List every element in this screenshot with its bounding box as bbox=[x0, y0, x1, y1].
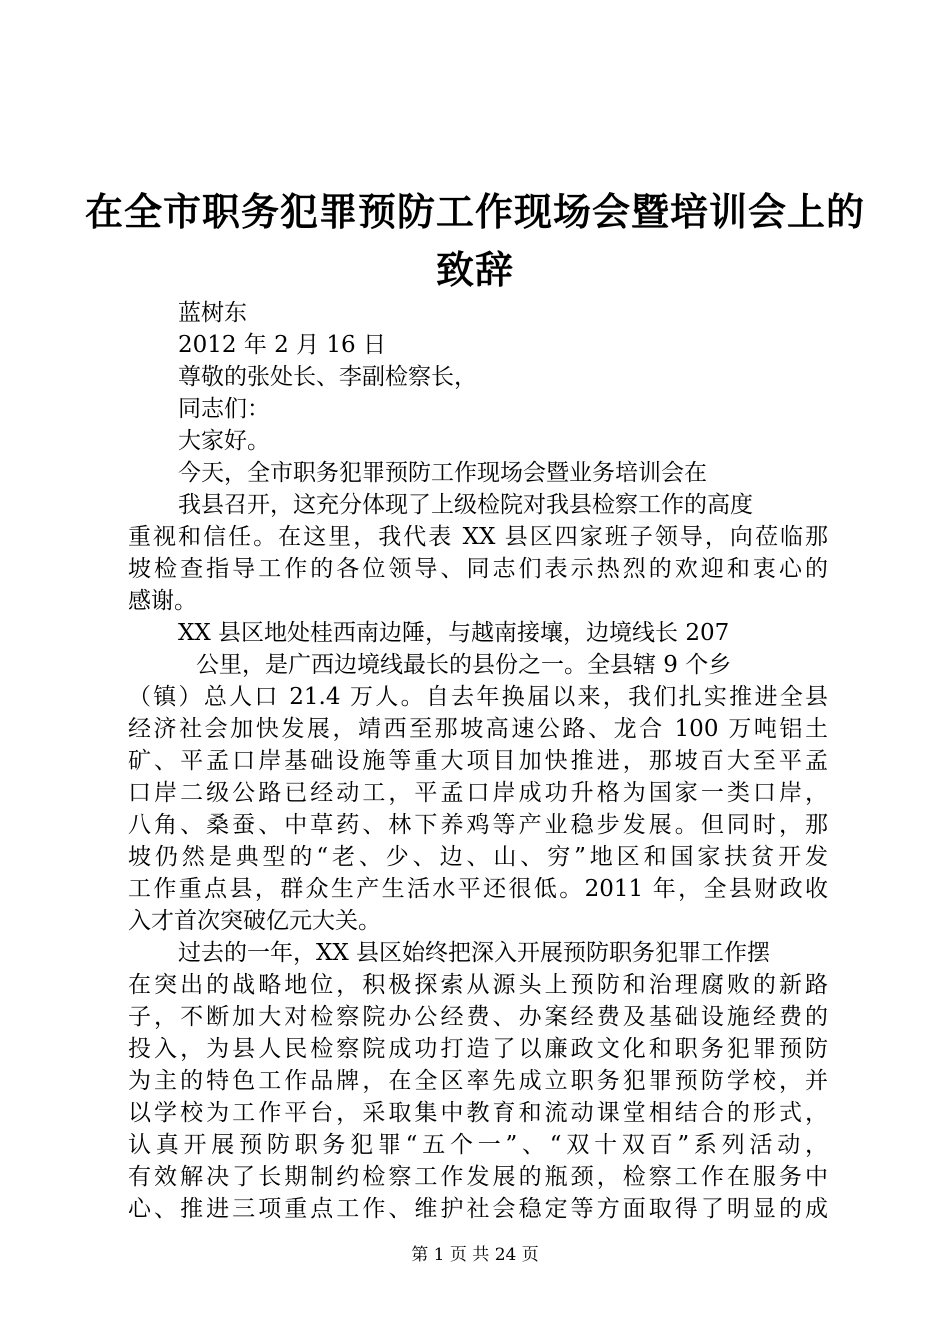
paragraph-line: 公里，是广西边境线最长的县份之一。全县辖 9 个乡 bbox=[196, 652, 732, 678]
paragraph-line: 为主的特色工作品牌，在全区率先成立职务犯罪预防学校，并 bbox=[128, 1068, 828, 1094]
salutation-line-2: 同志们： bbox=[178, 396, 270, 422]
paragraph-line: 经济社会加快发展，靖西至那坡高速公路、龙合 100 万吨铝土 bbox=[128, 716, 828, 742]
paragraph-line: 投入，为县人民检察院成功打造了以廉政文化和职务犯罪预防 bbox=[128, 1036, 828, 1062]
paragraph-line: 重视和信任。在这里，我代表 XX 县区四家班子领导，向莅临那 bbox=[128, 524, 828, 550]
paragraph-line: 矿、平孟口岸基础设施等重大项目加快推进，那坡百大至平孟 bbox=[128, 748, 828, 774]
paragraph-line: 以学校为工作平台，采取集中教育和流动课堂相结合的形式， bbox=[128, 1100, 828, 1126]
paragraph-line: 坡仍然是典型的“老、少、边、山、穷”地区和国家扶贫开发 bbox=[128, 844, 828, 870]
paragraph-line: XX 县区地处桂西南边陲，与越南接壤，边境线长 207 bbox=[178, 620, 730, 646]
document-title-line-2: 致辞 bbox=[435, 248, 514, 292]
author: 蓝树东 bbox=[178, 300, 247, 326]
paragraph-line: 口岸二级公路已经动工，平孟口岸成功升格为国家一类口岸， bbox=[128, 780, 828, 806]
greeting: 大家好。 bbox=[178, 428, 270, 454]
paragraph-line: 工作重点县，群众生产生活水平还很低。2011 年，全县财政收 bbox=[128, 876, 828, 902]
paragraph-line: 过去的一年，XX 县区始终把深入开展预防职务犯罪工作摆 bbox=[178, 940, 771, 966]
date: 2012 年 2 月 16 日 bbox=[178, 332, 386, 358]
paragraph-line: 子，不断加大对检察院办公经费、办案经费及基础设施经费的 bbox=[128, 1004, 828, 1030]
paragraph-line: 认真开展预防职务犯罪“五个一”、“双十双百”系列活动， bbox=[128, 1132, 828, 1158]
paragraph-line: 感谢。 bbox=[128, 588, 197, 614]
document-title-line-1: 在全市职务犯罪预防工作现场会暨培训会上的 bbox=[84, 190, 865, 234]
paragraph-line: 入才首次突破亿元大关。 bbox=[128, 908, 381, 934]
paragraph-line: 心、推进三项重点工作、维护社会稳定等方面取得了明显的成 bbox=[128, 1196, 828, 1222]
paragraph-line: 我县召开，这充分体现了上级检院对我县检察工作的高度 bbox=[178, 492, 753, 518]
paragraph-line: 坡检查指导工作的各位领导、同志们表示热烈的欢迎和衷心的 bbox=[128, 556, 828, 582]
paragraph-line: 今天，全市职务犯罪预防工作现场会暨业务培训会在 bbox=[178, 460, 707, 486]
paragraph-line: 在突出的战略地位，积极探索从源头上预防和治理腐败的新路 bbox=[128, 972, 828, 998]
page-footer: 第 1 页 共 24 页 bbox=[411, 1245, 539, 1265]
paragraph-line: 八角、桑蚕、中草药、林下养鸡等产业稳步发展。但同时，那 bbox=[128, 812, 828, 838]
paragraph-line: 有效解决了长期制约检察工作发展的瓶颈，检察工作在服务中 bbox=[128, 1164, 828, 1190]
salutation-line-1: 尊敬的张处长、李副检察长， bbox=[178, 364, 477, 390]
paragraph-line: （镇）总人口 21.4 万人。自去年换届以来，我们扎实推进全县 bbox=[128, 684, 828, 710]
